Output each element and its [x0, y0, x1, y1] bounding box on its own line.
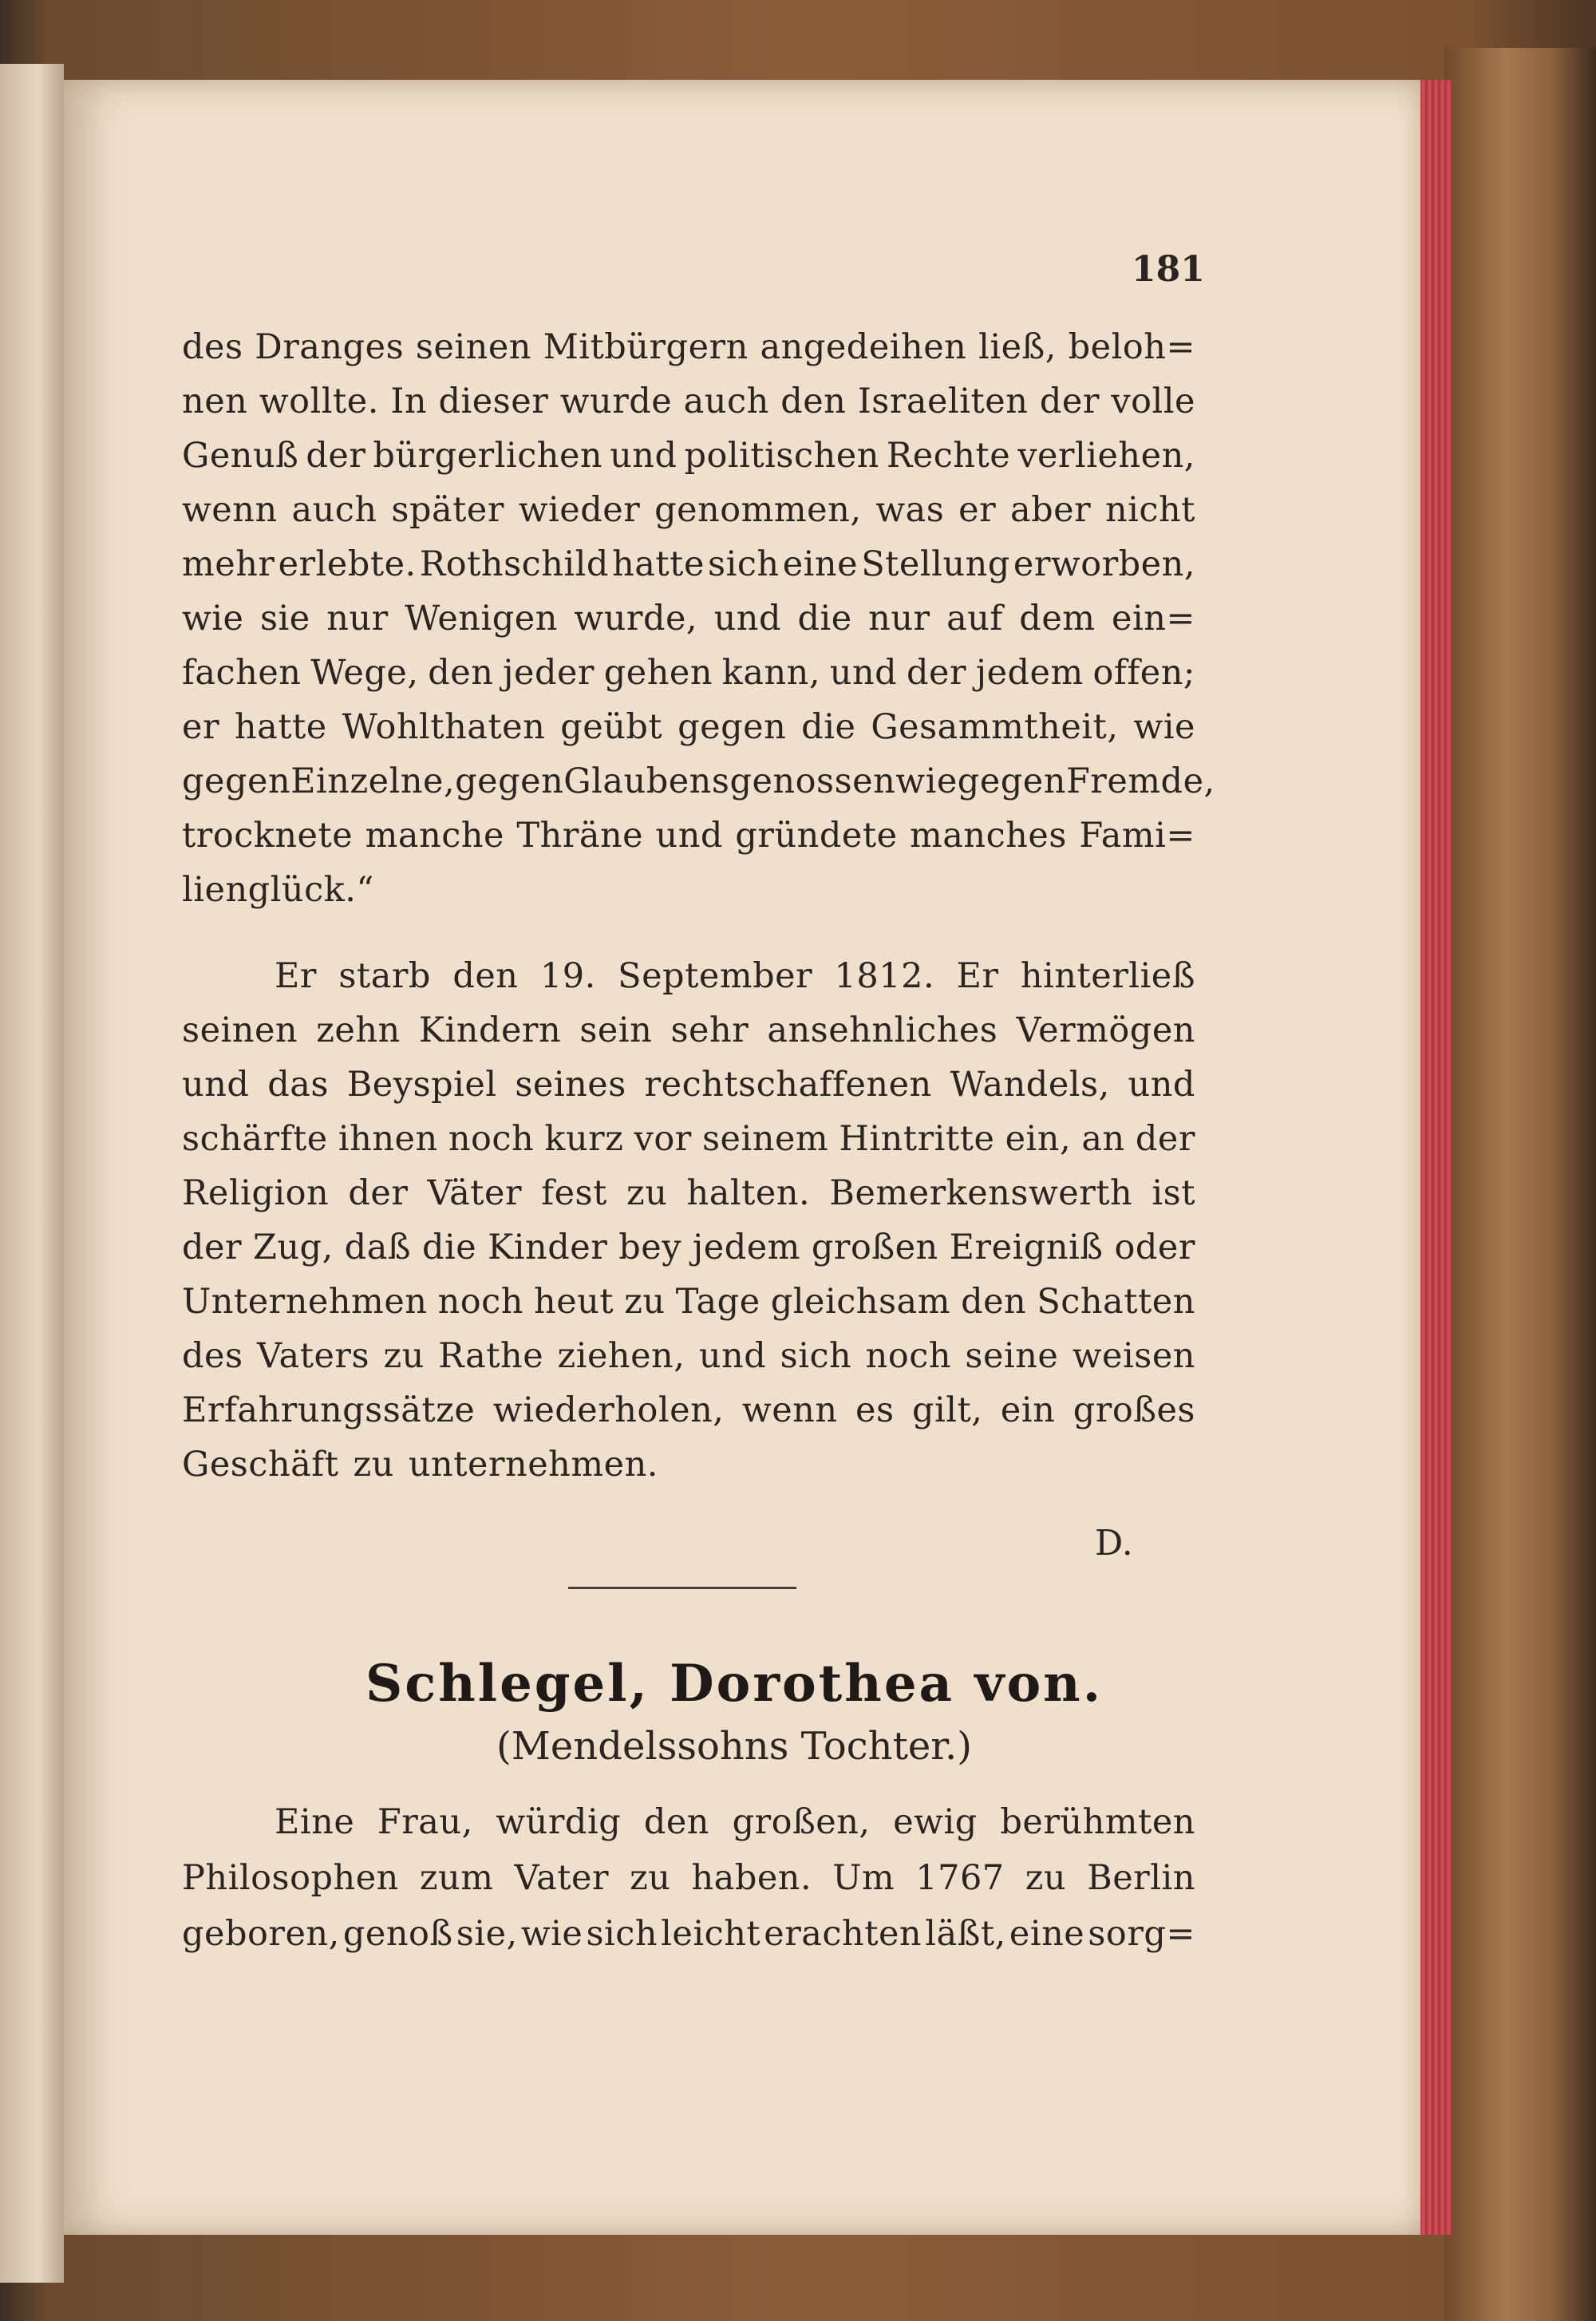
word: kurz: [544, 1119, 624, 1159]
word: trocknete: [182, 816, 354, 856]
word: wurde: [559, 382, 673, 421]
word: daß: [344, 1228, 412, 1267]
word: den: [643, 1802, 709, 1842]
word: Vater: [514, 1858, 610, 1898]
word: gründete: [735, 816, 898, 856]
word: das: [267, 1065, 329, 1105]
entry-heading: Schlegel, Dorothea von.: [365, 1654, 1103, 1714]
word: sie,: [456, 1914, 518, 1954]
word: großen: [811, 1228, 938, 1267]
word: In: [390, 382, 428, 421]
word: manches: [909, 816, 1067, 856]
word: und: [1128, 1065, 1195, 1105]
word: ein: [1000, 1390, 1056, 1430]
word: ist: [1152, 1173, 1195, 1213]
word: gegen: [957, 761, 1066, 801]
word: hinterließ: [1020, 956, 1195, 996]
word: wollte.: [259, 382, 379, 421]
word: er: [958, 490, 997, 530]
word: erworben,: [1013, 544, 1195, 584]
text-line: [182, 382, 1195, 431]
word: halten.: [686, 1173, 811, 1213]
word: Israeliten: [857, 382, 1029, 421]
word: es: [855, 1390, 895, 1430]
word: wurde,: [574, 599, 698, 639]
word: noch: [448, 1119, 535, 1159]
word: gleichsam: [770, 1282, 950, 1322]
word: Beyspiel: [346, 1065, 497, 1105]
word: sein: [579, 1010, 653, 1050]
word: Fremde,: [1065, 761, 1215, 801]
word: bürgerlichen: [373, 436, 603, 476]
word: kann,: [721, 653, 821, 693]
word: Dranges: [255, 327, 405, 367]
word: Berlin: [1087, 1858, 1195, 1898]
word: manche: [365, 816, 504, 856]
word: beloh=: [1068, 327, 1195, 367]
word: Rothschild: [419, 544, 609, 584]
word: und: [655, 816, 723, 856]
word: sie: [259, 599, 310, 639]
word: der: [906, 653, 966, 693]
word: Hintritte: [839, 1119, 995, 1159]
word: Wohlthaten: [342, 707, 546, 747]
word: den: [452, 956, 519, 996]
word: ein,: [1005, 1119, 1072, 1159]
word: mehr: [182, 544, 275, 584]
word: ein=: [1112, 599, 1195, 639]
word: zu: [630, 1858, 671, 1898]
word: nur: [868, 599, 930, 639]
word: zehn: [316, 1010, 401, 1050]
word: jedem: [975, 653, 1084, 693]
word: heut: [534, 1282, 614, 1322]
text-line: [275, 1802, 1195, 1852]
word: Er: [956, 956, 999, 996]
word: Philosophen: [182, 1858, 399, 1898]
word: 1767: [915, 1858, 1005, 1898]
page-red-edge: [1420, 80, 1452, 2235]
word: gegen: [678, 707, 787, 747]
word: Glaubensgenossen: [563, 761, 896, 801]
word: wie: [520, 1914, 583, 1954]
word: fachen: [182, 653, 302, 693]
text-line: [182, 816, 1195, 865]
word: er: [182, 707, 220, 747]
word: Rechte: [886, 436, 1011, 476]
word: erachten: [764, 1914, 922, 1954]
word: Thräne: [516, 816, 644, 856]
word: noch: [865, 1336, 952, 1376]
word: Vermögen: [1016, 1010, 1195, 1050]
word: Schatten: [1037, 1282, 1195, 1322]
word: der: [1135, 1119, 1195, 1159]
word: genommen,: [654, 490, 862, 530]
word: aber: [1009, 490, 1092, 530]
word: Kinder: [488, 1228, 608, 1267]
word: Eine: [275, 1802, 355, 1842]
word: großes: [1073, 1390, 1195, 1430]
text-line: [275, 956, 1195, 1006]
word: Rathe: [438, 1336, 544, 1376]
word: zu: [353, 1445, 394, 1485]
word: leicht: [661, 1914, 761, 1954]
word: gilt,: [911, 1390, 983, 1430]
word: ziehen,: [557, 1336, 685, 1376]
text-line: [182, 1282, 1195, 1331]
text-line: [182, 1065, 1195, 1114]
word: erlebte.: [278, 544, 417, 584]
word: angedeihen: [760, 327, 967, 367]
word: eine: [782, 544, 859, 584]
word: bey: [618, 1228, 681, 1267]
word: Unternehmen: [182, 1282, 428, 1322]
word: noch: [437, 1282, 523, 1322]
word: an: [1081, 1119, 1125, 1159]
word: sorg=: [1088, 1914, 1195, 1954]
word: Vaters: [256, 1336, 370, 1376]
word: den: [961, 1282, 1027, 1322]
word: des: [182, 327, 243, 367]
word: seinen: [182, 1010, 298, 1050]
word: wie: [182, 599, 244, 639]
word: weisen: [1072, 1336, 1195, 1376]
word: den: [428, 653, 494, 693]
text-line: [182, 1858, 1195, 1908]
word: und: [610, 436, 678, 476]
word: September: [618, 956, 813, 996]
word: seinen: [415, 327, 531, 367]
word: ihnen: [338, 1119, 438, 1159]
text-line: [182, 1914, 1195, 1963]
word: Religion: [182, 1173, 330, 1213]
word: Frau,: [377, 1802, 473, 1842]
word: gegen: [182, 761, 291, 801]
word: zu: [624, 1282, 666, 1322]
word: der: [182, 1228, 243, 1267]
word: verliehen,: [1017, 436, 1195, 476]
word: würdig: [496, 1802, 622, 1842]
word: sehr: [670, 1010, 749, 1050]
word: großen,: [732, 1802, 871, 1842]
word: Zug,: [252, 1228, 334, 1267]
word: was: [875, 490, 945, 530]
word: nen: [182, 382, 248, 421]
word: der: [306, 436, 366, 476]
section-separator: [568, 1587, 796, 1589]
text-line: [182, 1010, 1195, 1060]
word: später: [391, 490, 504, 530]
text-line: [182, 544, 1195, 594]
word: rechtschaffenen: [644, 1065, 932, 1105]
word: unternehmen.: [408, 1445, 658, 1485]
word: Wenigen: [405, 599, 558, 639]
word: 19.: [539, 956, 596, 996]
word: Mitbürgern: [543, 327, 749, 367]
word: auch: [683, 382, 769, 421]
word: berühmten: [1000, 1802, 1195, 1842]
word: haben.: [691, 1858, 812, 1898]
word: läßt,: [925, 1914, 1006, 1954]
word: Bemerkenswerth: [829, 1173, 1133, 1213]
word: auf: [946, 599, 1003, 639]
text-line: [182, 870, 1195, 919]
text-line: [182, 1445, 1195, 1494]
word: der: [1039, 382, 1100, 421]
word: den: [780, 382, 847, 421]
word: geboren,: [182, 1914, 340, 1954]
word: zum: [419, 1858, 494, 1898]
text-line: [182, 1336, 1195, 1386]
word: Geschäft: [182, 1445, 339, 1485]
text-line: [182, 707, 1195, 757]
word: wiederholen,: [492, 1390, 725, 1430]
word: Väter: [427, 1173, 523, 1213]
word: zu: [1025, 1858, 1067, 1898]
word: ansehnliches: [767, 1010, 998, 1050]
text-line: [182, 761, 1215, 811]
word: zu: [626, 1173, 668, 1213]
word: und: [829, 653, 898, 693]
word: starb: [338, 956, 431, 996]
word: seine: [965, 1336, 1059, 1376]
word: sich: [708, 544, 780, 584]
word: die: [801, 707, 856, 747]
word: wie: [895, 761, 958, 801]
facing-page-edge: [0, 64, 64, 2283]
word: und: [713, 599, 781, 639]
word: gehen: [603, 653, 713, 693]
word: zu: [383, 1336, 425, 1376]
word: auch: [291, 490, 377, 530]
word: Stellung: [861, 544, 1010, 584]
word: Genuß: [182, 436, 299, 476]
page-number: 181: [1132, 249, 1205, 290]
word: seinem: [701, 1119, 829, 1159]
word: sich: [586, 1914, 658, 1954]
text-line: [182, 490, 1195, 540]
word: Er: [275, 956, 317, 996]
word: fest: [541, 1173, 607, 1213]
word: eine: [1009, 1914, 1085, 1954]
text-line: [182, 436, 1195, 485]
word: der: [348, 1173, 409, 1213]
word: nicht: [1104, 490, 1195, 530]
word: schärfte: [182, 1119, 328, 1159]
word: gegen: [455, 761, 564, 801]
word: ließ,: [978, 327, 1057, 367]
word: genoß: [342, 1914, 453, 1954]
word: Tage: [675, 1282, 760, 1322]
word: wie: [1133, 707, 1195, 747]
text-line: [182, 1173, 1195, 1223]
word: Gesammtheit,: [871, 707, 1119, 747]
word: Fami=: [1079, 816, 1195, 856]
word: dieser: [438, 382, 549, 421]
text-line: [182, 1228, 1195, 1277]
word: Ereigniß: [949, 1228, 1104, 1267]
text-line: [182, 653, 1195, 702]
word: wenn: [741, 1390, 838, 1430]
author-signature: D.: [1095, 1523, 1133, 1564]
book-cover-right-edge: [1444, 48, 1596, 2321]
word: die: [422, 1228, 477, 1267]
word: politischen: [684, 436, 879, 476]
word: volle: [1111, 382, 1195, 421]
word: Um: [832, 1858, 895, 1898]
word: dem: [1019, 599, 1096, 639]
word: sich: [780, 1336, 852, 1376]
word: hatte: [234, 707, 327, 747]
word: 1812.: [834, 956, 935, 996]
word: wieder: [518, 490, 641, 530]
word: die: [797, 599, 852, 639]
text-line: [182, 1119, 1195, 1168]
word: ewig: [893, 1802, 978, 1842]
word: und: [182, 1065, 250, 1105]
word: lienglück.“: [182, 870, 374, 910]
text-line: [182, 599, 1195, 648]
word: Erfahrungssätze: [182, 1390, 476, 1430]
word: oder: [1114, 1228, 1195, 1267]
word: wenn: [182, 490, 278, 530]
word: offen;: [1092, 653, 1195, 693]
word: Einzelne,: [290, 761, 456, 801]
word: Wege,: [310, 653, 419, 693]
word: Wandels,: [950, 1065, 1110, 1105]
word: hatte: [612, 544, 705, 584]
word: geübt: [560, 707, 663, 747]
word: jeder: [503, 653, 595, 693]
entry-subheading: (Mendelssohns Tochter.): [496, 1724, 972, 1769]
word: des: [182, 1336, 243, 1376]
word: seines: [515, 1065, 626, 1105]
word: nur: [326, 599, 389, 639]
text-line: [182, 327, 1195, 377]
word: vor: [634, 1119, 692, 1159]
word: jedem: [692, 1228, 800, 1267]
word: Kindern: [418, 1010, 562, 1050]
word: und: [698, 1336, 767, 1376]
text-line: [182, 1390, 1195, 1440]
